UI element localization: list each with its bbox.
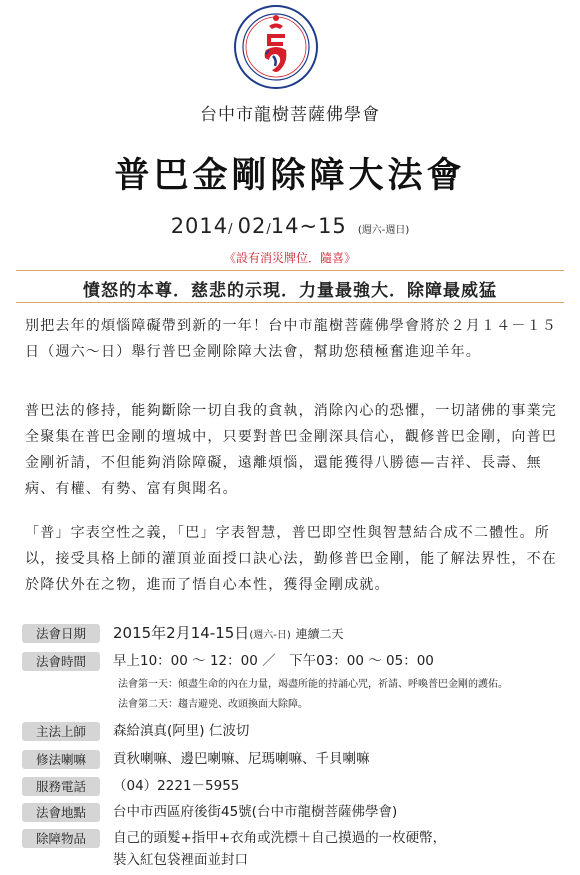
- date-year: 2014: [170, 214, 229, 238]
- intro-paragraph: 別把去年的煩惱障礙帶到新的一年！台中市龍樹菩薩佛學會將於２月１４－１５日（週六～日）舉行普巴金剛除障大法會，幫助您積極奮進迎羊年。: [25, 318, 557, 360]
- label-location: 法會地點: [22, 803, 100, 822]
- slogan: 憤怒的本尊．慈悲的示現．力量最強大．除障最威猛: [83, 281, 497, 301]
- divider-bottom: [16, 302, 564, 303]
- organization-name: 台中市龍樹菩薩佛學會: [200, 105, 380, 125]
- date-weekday-info: (週六-日): [249, 630, 291, 641]
- time-day1-note: 法會第一天：傾盡生命的內在力量，竭盡所能的持誦心咒，祈請、呼喚普巴金剛的護佑。: [118, 679, 508, 690]
- meaning-paragraph: 「普」字表空性之義，「巴」字表智慧，普巴即空性與智慧結合成不二體性。所以，接受具格上師的灌頂並面授口訣心法，勤修普巴金剛，能了解法界性，不在於降伏外在之物，進而了悟自心本性，獲得金剛成就。: [25, 525, 557, 593]
- value-master: 森給滇真(阿里) 仁波切: [113, 723, 250, 739]
- time-day2-note: 法會第二天：趨吉避兇、改頭換面大除障。: [118, 699, 308, 710]
- date-month: 02: [237, 214, 267, 238]
- value-items-line2: 裝入紅包袋裡面並封口: [113, 852, 248, 868]
- date-value: 2015年2月14-15日: [113, 624, 250, 642]
- label-date: 法會日期: [22, 624, 100, 643]
- value-date: [113, 623, 344, 646]
- value-items: 自己的頭髮+指甲+衣角或洗標＋自己摸過的一枚硬幣，: [113, 830, 447, 846]
- memorial-tablet-note: 《設有消災牌位．隨喜》: [223, 251, 356, 265]
- value-location: 台中市西區府後街45號(台中市龍樹菩薩佛學會): [113, 804, 398, 820]
- date-days: 14~15: [270, 214, 347, 238]
- divider-top: [16, 270, 564, 271]
- lotus-seal-icon: [233, 4, 319, 90]
- label-time: 法會時間: [22, 652, 100, 671]
- practice-paragraph: 普巴法的修持，能夠斷除一切自我的貪執，消除內心的恐懼，一切諸佛的事業完全聚集在普巴金剛的壇城中，只要對普巴金剛深具信心，觀修普巴金剛，向普巴金剛祈請，不但能夠消除障礙，遠離煩惱，還能獲得八勝德—吉祥、長壽、無病、有權、有勢、富有與聞名。: [25, 403, 557, 497]
- value-phone: （04）2221－5955: [113, 778, 240, 794]
- label-lamas: 修法喇嘛: [22, 750, 100, 769]
- event-date-line: 2014/ 02/14~15 (週六-週日): [170, 214, 410, 238]
- value-time: 早上10：00 ～ 12：00 ／ 下午03：00 ～ 05：00: [113, 653, 434, 669]
- date-weekday: (週六-週日): [357, 225, 410, 236]
- label-phone: 服務電話: [22, 777, 100, 796]
- page-title: 普巴金剛除障大法會: [114, 156, 466, 196]
- date-extra: 連續二天: [295, 627, 344, 641]
- value-lamas: 貢秋喇嘛、邊巴喇嘛、尼瑪喇嘛、千貝喇嘛: [113, 751, 370, 767]
- label-items: 除障物品: [22, 829, 100, 848]
- label-master: 主法上師: [22, 722, 100, 741]
- organization-logo: [233, 4, 319, 90]
